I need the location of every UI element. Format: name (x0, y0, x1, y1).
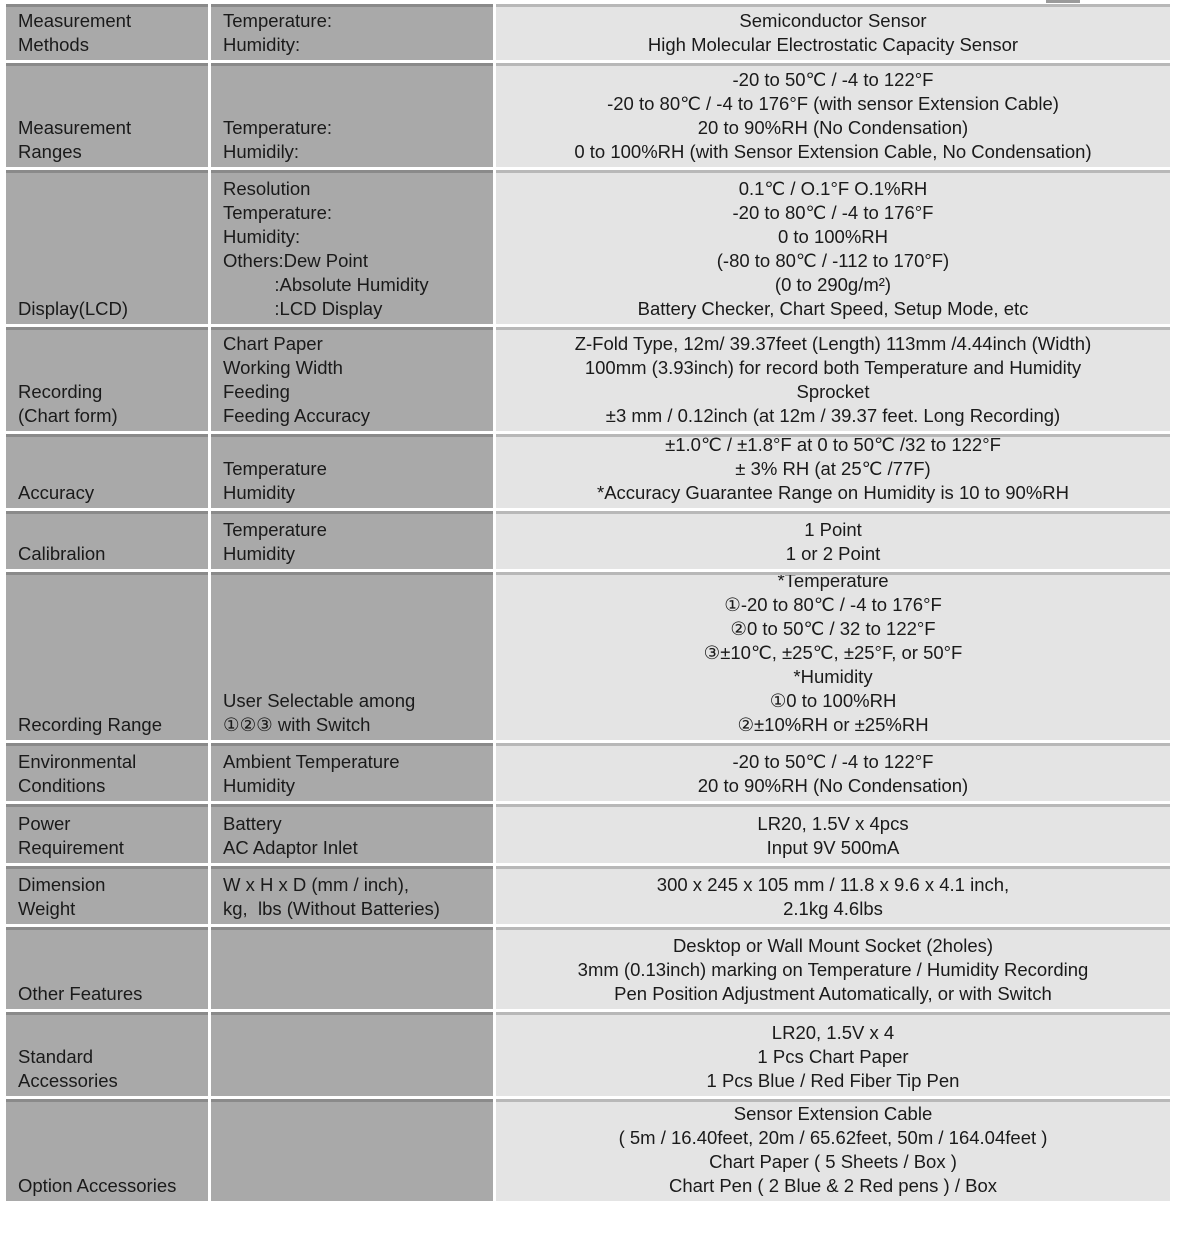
spec-values-measurement-ranges (496, 63, 1170, 167)
values-line: 20 to 90%RH (No Condensation) (697, 117, 969, 138)
label-line: (Chart form) (18, 405, 118, 426)
values-line: 3mm (0.13inch) marking on Temperature / Humidity Recording (577, 959, 1089, 980)
items-line: User Selectable among (223, 690, 416, 711)
items-line: Temperature (223, 458, 327, 479)
items-line: Others:Dew Point (223, 250, 368, 271)
values-line: Z-Fold Type, 12m/ 39.37feet (Length) 113mm /4.44inch (Width) (574, 333, 1092, 354)
spec-items-calibration (211, 511, 493, 569)
values-line: 1 or 2 Point (785, 543, 881, 564)
spec-values-option-accessories (496, 1099, 1170, 1201)
values-line: Input 9V 500mA (766, 837, 900, 858)
spec-label-accuracy (6, 434, 208, 508)
items-line: Temperature: (223, 10, 332, 31)
items-line: Humidity (223, 543, 295, 564)
items-line: Battery (223, 813, 282, 834)
spec-items-environmental-conditions (211, 743, 493, 801)
spec-label-measurement-ranges (6, 63, 208, 167)
spec-label-power-requirement (6, 804, 208, 863)
values-line: ±3 mm / 0.12inch (at 12m / 39.37 feet. Long Recording) (605, 405, 1061, 426)
label-line: Requirement (18, 837, 124, 858)
spec-values-other-features (496, 927, 1170, 1009)
values-line: Chart Paper ( 5 Sheets / Box ) (709, 1151, 957, 1172)
items-line: :LCD Display (223, 298, 383, 319)
spec-label-dimension-weight (6, 866, 208, 924)
label-line: Dimension (18, 874, 106, 895)
values-line: *Accuracy Guarantee Range on Humidity is 10 to 90%RH (597, 482, 1069, 503)
spec-values-recording-range (496, 572, 1170, 740)
spec-label-calibration (6, 511, 208, 569)
items-line: Working Width (223, 357, 343, 378)
spec-label-measurement-methods (6, 4, 208, 60)
label-line: Methods (18, 34, 89, 55)
label-line: Accuracy (18, 482, 95, 503)
items-line: :Absolute Humidity (223, 274, 429, 295)
values-line: ②0 to 50℃ / 32 to 122°F (730, 618, 936, 639)
values-line: -20 to 50℃ / -4 to 122°F (732, 751, 934, 772)
values-line: Sensor Extension Cable (733, 1103, 933, 1124)
spec-items-recording-chart-form (211, 327, 493, 431)
spec-table (6, 4, 1170, 1201)
items-line: Humidily: (223, 141, 300, 162)
spec-values-dimension-weight (496, 866, 1170, 924)
label-line: Accessories (18, 1070, 118, 1091)
values-line: ②±10%RH or ±25%RH (737, 714, 929, 735)
spec-items-option-accessories (211, 1099, 493, 1201)
spec-label-environmental-conditions (6, 743, 208, 801)
spec-items-accuracy (211, 434, 493, 508)
label-line: Calibralion (18, 543, 106, 564)
spec-items-other-features (211, 927, 493, 1009)
values-line: 20 to 90%RH (No Condensation) (697, 775, 969, 796)
values-line: Desktop or Wall Mount Socket (2holes) (672, 935, 994, 956)
values-line: Semiconductor Sensor (739, 10, 927, 31)
items-line: Resolution (223, 178, 311, 199)
items-line: Humidity (223, 482, 295, 503)
items-line: Temperature: (223, 117, 332, 138)
spec-items-recording-range (211, 572, 493, 740)
spec-values-standard-accessories (496, 1012, 1170, 1096)
label-line: Measurement (18, 117, 132, 138)
spec-values-environmental-conditions (496, 743, 1170, 801)
items-line: Humidity (223, 775, 295, 796)
values-line: -20 to 50℃ / -4 to 122°F (732, 69, 934, 90)
items-line: Ambient Temperature (223, 751, 400, 772)
items-line: Chart Paper (223, 333, 323, 354)
values-line: (-80 to 80℃ / -112 to 170°F) (716, 250, 950, 271)
spec-label-display-lcd (6, 170, 208, 324)
values-line: ( 5m / 16.40feet, 20m / 65.62feet, 50m / 164.04feet ) (618, 1127, 1048, 1148)
label-line: Recording (18, 381, 103, 402)
values-line: ①0 to 100%RH (769, 690, 897, 711)
values-line: LR20, 1.5V x 4 (771, 1022, 895, 1043)
label-line: Recording Range (18, 714, 162, 735)
spec-values-measurement-methods (496, 4, 1170, 60)
items-line: W x H x D (mm / inch), (223, 874, 410, 895)
values-line: ③±10℃, ±25℃, ±25°F, or 50°F (703, 642, 963, 663)
values-line: 2.1kg 4.6lbs (783, 898, 883, 919)
values-line: 100mm (3.93inch) for record both Temperature and Humidity (584, 357, 1082, 378)
values-line: 0 to 100%RH (777, 226, 889, 247)
values-line: -20 to 80℃ / -4 to 176°F (732, 202, 934, 223)
spec-label-recording-chart-form (6, 327, 208, 431)
spec-items-standard-accessories (211, 1012, 493, 1096)
spec-label-standard-accessories (6, 1012, 208, 1096)
values-line: 1 Pcs Chart Paper (757, 1046, 909, 1067)
spec-values-display-lcd (496, 170, 1170, 324)
values-line: 300 x 245 x 105 mm / 11.8 x 9.6 x 4.1 inch, (656, 874, 1010, 895)
items-line: ①②③ with Switch (223, 714, 371, 735)
spec-values-power-requirement (496, 804, 1170, 863)
spec-items-dimension-weight (211, 866, 493, 924)
label-line: Ranges (18, 141, 82, 162)
items-line: Humidity: (223, 226, 301, 247)
values-line: ①-20 to 80℃ / -4 to 176°F (724, 594, 942, 615)
spec-label-other-features (6, 927, 208, 1009)
values-line: (0 to 290g/m²) (774, 274, 892, 295)
spec-items-power-requirement (211, 804, 493, 863)
label-line: Conditions (18, 775, 106, 796)
values-line: 1 Point (804, 519, 862, 540)
spec-items-measurement-methods (211, 4, 493, 60)
values-line: *Humidity (793, 666, 873, 687)
label-line: Standard (18, 1046, 94, 1067)
spec-values-accuracy (496, 434, 1170, 508)
label-line: Other Features (18, 983, 143, 1004)
values-line: LR20, 1.5V x 4pcs (757, 813, 909, 834)
values-line: 0.1℃ / O.1°F O.1%RH (738, 178, 928, 199)
corner-tab (1046, 0, 1080, 3)
values-line: *Temperature (777, 572, 889, 591)
values-line: -20 to 80℃ / -4 to 176°F (with sensor Extension Cable) (607, 93, 1059, 114)
values-line: Chart Pen ( 2 Blue & 2 Red pens ) / Box (668, 1175, 998, 1196)
label-line: Power (18, 813, 71, 834)
items-line: kg, lbs (Without Batteries) (223, 898, 440, 919)
label-line: Weight (18, 898, 76, 919)
values-line: Pen Position Adjustment Automatically, or with Switch (614, 983, 1052, 1004)
items-line: Humidity: (223, 34, 301, 55)
items-line: Temperature (223, 519, 327, 540)
spec-items-measurement-ranges (211, 63, 493, 167)
items-line: AC Adaptor Inlet (223, 837, 358, 858)
values-line: High Molecular Electrostatic Capacity Sensor (647, 34, 1019, 55)
items-line: Feeding (223, 381, 290, 402)
values-line: 0 to 100%RH (with Sensor Extension Cable, No Condensation) (574, 141, 1092, 162)
values-line: ±1.0℃ / ±1.8°F at 0 to 50℃ /32 to 122°F (665, 434, 1001, 455)
values-line: Sprocket (796, 381, 870, 402)
values-line: 1 Pcs Blue / Red Fiber Tip Pen (706, 1070, 960, 1091)
spec-values-calibration (496, 511, 1170, 569)
items-line: Temperature: (223, 202, 332, 223)
spec-values-recording-chart-form (496, 327, 1170, 431)
label-line: Display(LCD) (18, 298, 128, 319)
label-line: Option Accessories (18, 1175, 177, 1196)
spec-label-option-accessories (6, 1099, 208, 1201)
items-line: Feeding Accuracy (223, 405, 371, 426)
spec-items-display-lcd (211, 170, 493, 324)
label-line: Environmental (18, 751, 137, 772)
values-line: ± 3% RH (at 25℃ /77F) (735, 458, 931, 479)
label-line: Measurement (18, 10, 132, 31)
spec-label-recording-range (6, 572, 208, 740)
values-line: Battery Checker, Chart Speed, Setup Mode, etc (637, 298, 1029, 319)
